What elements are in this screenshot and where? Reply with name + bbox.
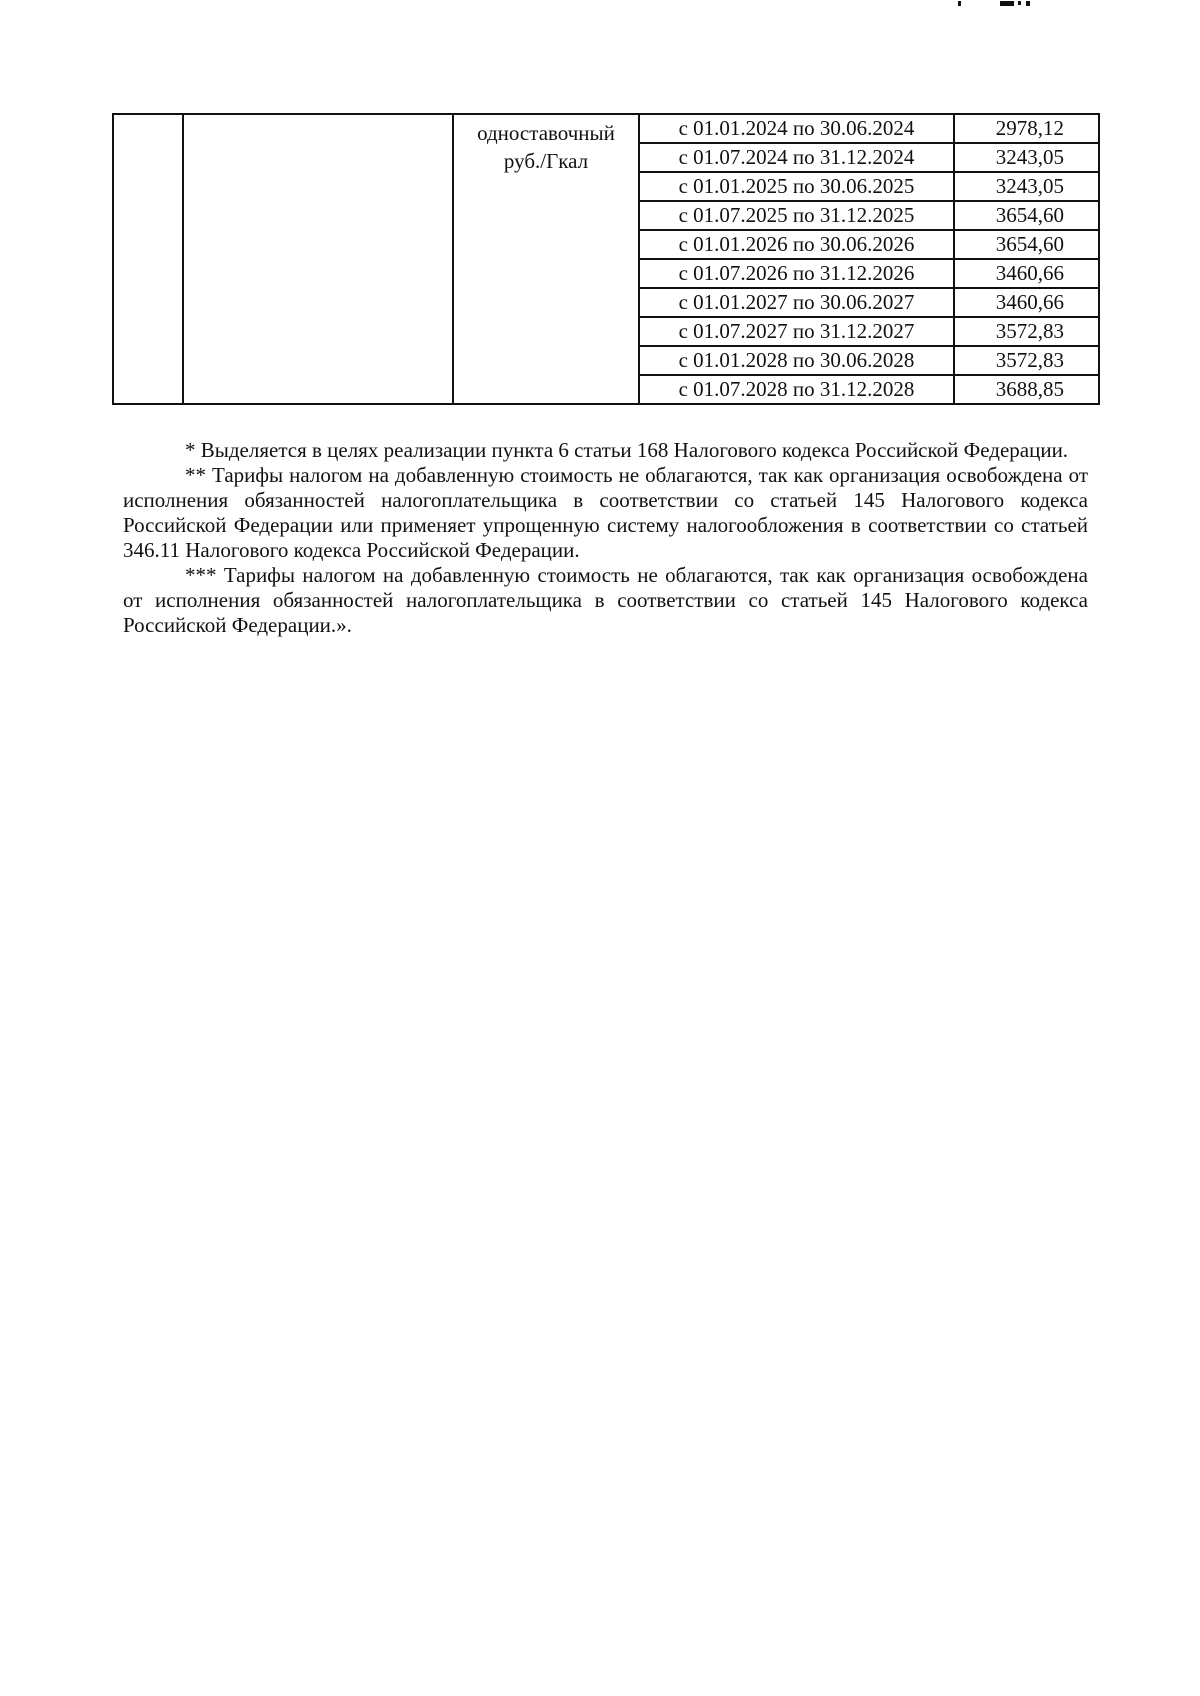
period-cell: с 01.07.2025 по 31.12.2025 <box>639 201 954 230</box>
tariff-value-cell: 3243,05 <box>954 143 1099 172</box>
table-row <box>113 114 1099 143</box>
number-cell <box>113 114 183 404</box>
tariff-value-cell: 3654,60 <box>954 201 1099 230</box>
scan-artifact <box>1000 1 1014 6</box>
footnote-3: *** Тарифы налогом на добавленную стоимость не облагаются, так как организация освобождена от исполнения обязанностей налогоплательщика в соответствии со статьей 145 Налогового кодекса Российской Федерации.». <box>123 563 1088 637</box>
rate-unit-label: руб./Гкал <box>503 149 589 173</box>
period-cell: с 01.07.2028 по 31.12.2028 <box>639 375 954 404</box>
rate-type-label: одноставочный <box>477 121 615 145</box>
period-cell: с 01.07.2027 по 31.12.2027 <box>639 317 954 346</box>
period-cell: с 01.01.2025 по 30.06.2025 <box>639 172 954 201</box>
scan-artifact <box>1026 1 1030 6</box>
period-cell: с 01.01.2028 по 30.06.2028 <box>639 346 954 375</box>
period-cell: с 01.01.2026 по 30.06.2026 <box>639 230 954 259</box>
tariff-table <box>112 113 1100 405</box>
tariff-value-cell: 3654,60 <box>954 230 1099 259</box>
period-cell: с 01.01.2024 по 30.06.2024 <box>639 114 954 143</box>
period-cell: с 01.07.2026 по 31.12.2026 <box>639 259 954 288</box>
tariff-value-cell: 3460,66 <box>954 259 1099 288</box>
footnote-2: ** Тарифы налогом на добавленную стоимость не облагаются, так как организация освобождена от исполнения обязанностей налогоплательщика в соответствии со статьей 145 Налогового кодекса Российской Федерации или применяет упрощенную систему налогообложения в соответствии со статьей 346.11 Налогового кодекса Российской Федерации. <box>123 463 1088 562</box>
footnote-1: * Выделяется в целях реализации пункта 6 статьи 168 Налогового кодекса Российской Федерации. <box>185 438 1069 462</box>
tariff-value-cell: 2978,12 <box>954 114 1099 143</box>
scan-artifact <box>958 1 961 6</box>
rate-type-cell <box>453 114 639 404</box>
tariff-value-cell: 3572,83 <box>954 346 1099 375</box>
period-cell: с 01.01.2027 по 30.06.2027 <box>639 288 954 317</box>
period-cell: с 01.07.2024 по 31.12.2024 <box>639 143 954 172</box>
tariff-value-cell: 3572,83 <box>954 317 1099 346</box>
tariff-value-cell: 3688,85 <box>954 375 1099 404</box>
tariff-value-cell: 3460,66 <box>954 288 1099 317</box>
footnotes <box>123 438 1088 638</box>
scan-artifact <box>1018 1 1021 5</box>
organization-cell <box>183 114 453 404</box>
tariff-value-cell: 3243,05 <box>954 172 1099 201</box>
